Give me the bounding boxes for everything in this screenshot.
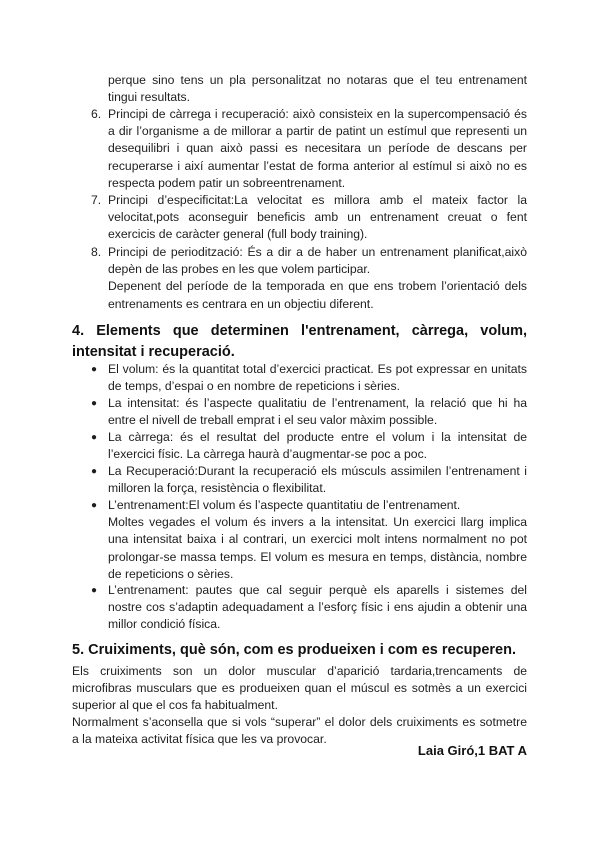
bullet-text: La Recuperació:Durant la recuperació els músculs assimilen l’entrenament i milloren la força, resistència o flexibilitat. — [108, 464, 527, 496]
bullet-icon: ● — [91, 364, 98, 375]
item-text: Principi d’especificitat:La velocitat es millora amb el mateix factor la velocitat,pots aconseguir beneficis amb un entrenament creuat o fent exercicis de caràcter general (full body training). — [108, 193, 527, 242]
section-5-paragraph-2: Normalment s’aconsella que si vols “superar” el dolor dels cruiximents es sotmetre a la mateixa activitat física que les va provocar. — [72, 715, 527, 747]
bullet-item — [91, 429, 527, 463]
bullet-icon: ● — [91, 500, 98, 511]
bullet-text: L’entrenament: pautes que cal seguir perquè els aparells i sistemes del nostre cos s’adaptin adequadament a l’esforç físic i ens ajudin a obtenir una millor condició física. — [108, 583, 527, 632]
item-text: Principi de càrrega i recuperació: això consisteix en la supercompensació és a dir l’organisme a de millorar a partir de patint un estímul que representi un desequilibri i quan això passi es necesitara un període de descans per recuperarse i així aumentar l’estat de forma anterior al estímul si això no es respecta podem patir un sobreentrenament. — [108, 107, 527, 190]
bullet-icon: ● — [91, 585, 98, 596]
item-text: Principi de periodització: És a dir a de haber un entrenament planificat,això depèn de las probes en les que volem participar. — [108, 245, 527, 277]
item-extra-text: Depenent del període de la temporada en que ens trobem l’orientació dels entrenaments es centrara en un objectiu diferent. — [108, 279, 527, 311]
item-number: 7. — [91, 193, 102, 207]
bullet-item — [91, 497, 527, 583]
bullet-icon: ● — [91, 398, 98, 409]
section-5-heading: 5. Cruiximents, què són, com es produeixen i com es recuperen. — [72, 642, 516, 658]
bullet-item — [91, 395, 527, 429]
bullet-text: El volum: és la quantitat total d’exercici practicat. Es pot expressar en unitats de temps, d’espai o en nombre de repeticions i sèries. — [108, 362, 527, 394]
item-number: 8. — [91, 245, 102, 259]
bullet-extra-text: Moltes vegades el volum és invers a la intensitat. Un exercici llarg implica una intensitat baixa i al contrari, un exercici molt intens normalment no pot prolongar-se massa temps. El volum es mesura en temps, distància, nombre de repeticions o sèries. — [108, 515, 527, 581]
section-5-paragraph-1: Els cruiximents son un dolor muscular d’aparició tardaria,trencaments de microfibras musculars que es produeixen quan el múscul es sotmès a un exercici superior al que el cos fa habitualment. — [72, 664, 527, 713]
bullet-icon: ● — [91, 432, 98, 443]
bullet-item — [91, 463, 527, 497]
item-number: 6. — [91, 107, 102, 121]
author-signature: Laia Giró,1 BAT A — [417, 743, 527, 758]
bullet-icon: ● — [91, 466, 98, 477]
numbered-item-7 — [91, 192, 527, 244]
bullet-item — [91, 361, 527, 395]
bullet-text: L’entrenament:El volum és l’aspecte quantitatiu de l’entrenament. — [108, 498, 461, 512]
intro-continuation: perque sino tens un pla personalitzat no notaras que el teu entrenament tingui resultats. — [108, 73, 527, 105]
bullet-text: La intensitat: és l’aspecte qualitatiu de l’entrenament, la relació que hi ha entre el nivell de treball emprat i el seu valor màxim possible. — [108, 396, 527, 428]
bullet-text: La càrrega: és el resultat del producte entre el volum i la intensitat de l’exercici físic. La càrrega haurà d’augmentar-se poc a poc. — [108, 430, 527, 462]
numbered-item-8 — [91, 244, 527, 313]
bullet-item — [91, 582, 527, 634]
numbered-item-6 — [91, 106, 527, 192]
section-4-heading: 4. Elements que determinen l'entrenament, càrrega, volum, intensitat i recuperació. — [72, 323, 527, 360]
